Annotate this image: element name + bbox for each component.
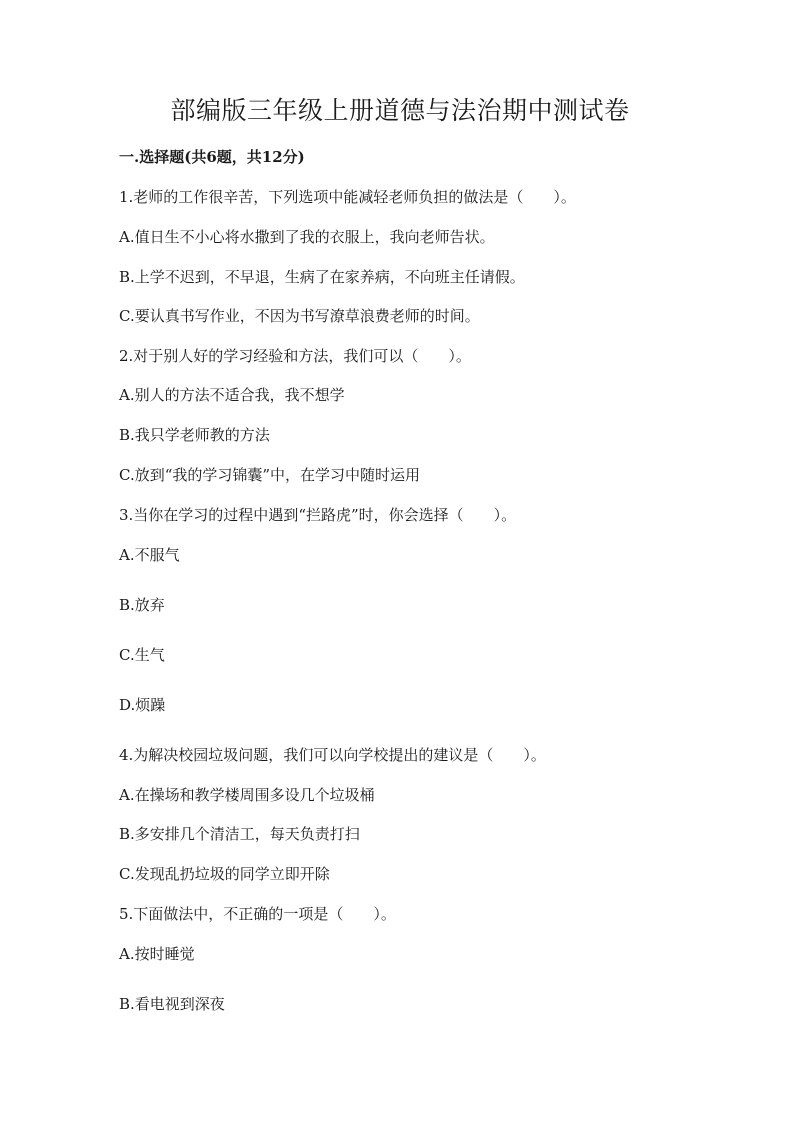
question-4-option-b: B.多安排几个清洁工，每天负责打扫 [119, 825, 360, 843]
question-2-option-a: A.别人的方法不适合我，我不想学 [119, 386, 345, 404]
question-1-option-a: A.值日生不小心将水撒到了我的衣服上，我向老师告状。 [119, 228, 495, 246]
section-heading: 一.选择题(共6题，共12分) [119, 148, 305, 166]
question-1-option-b: B.上学不迟到，不早退，生病了在家养病，不向班主任请假。 [119, 268, 525, 286]
question-3-option-d: D.烦躁 [119, 696, 166, 714]
question-3-stem: 3.当你在学习的过程中遇到“拦路虎”时，你会选择（ ）。 [119, 506, 517, 524]
question-4-stem: 4.为解决校园垃圾问题，我们可以向学校提出的建议是（ ）。 [119, 746, 546, 764]
question-5-stem: 5.下面做法中，不正确的一项是（ ）。 [119, 905, 396, 923]
question-2-option-b: B.我只学老师教的方法 [119, 426, 270, 444]
question-4-option-c: C.发现乱扔垃圾的同学立即开除 [119, 865, 330, 883]
question-4-option-a: A.在操场和教学楼周围多设几个垃圾桶 [119, 786, 375, 804]
question-3-option-c: C.生气 [119, 646, 165, 664]
question-1-stem: 1.老师的工作很辛苦，下列选项中能减轻老师负担的做法是（ ）。 [119, 188, 576, 206]
exam-title: 部编版三年级上册道德与法治期中测试卷 [170, 96, 630, 125]
question-1-option-c: C.要认真书写作业，不因为书写潦草浪费老师的时间。 [119, 307, 480, 325]
question-5-option-b: B.看电视到深夜 [119, 995, 225, 1013]
question-3-option-a: A.不服气 [119, 546, 180, 564]
question-2-option-c: C.放到“我的学习锦囊”中，在学习中随时运用 [119, 466, 421, 484]
question-3-option-b: B.放弃 [119, 596, 165, 614]
question-2-stem: 2.对于别人好的学习经验和方法，我们可以（ ）。 [119, 347, 471, 365]
question-5-option-a: A.按时睡觉 [119, 945, 195, 963]
